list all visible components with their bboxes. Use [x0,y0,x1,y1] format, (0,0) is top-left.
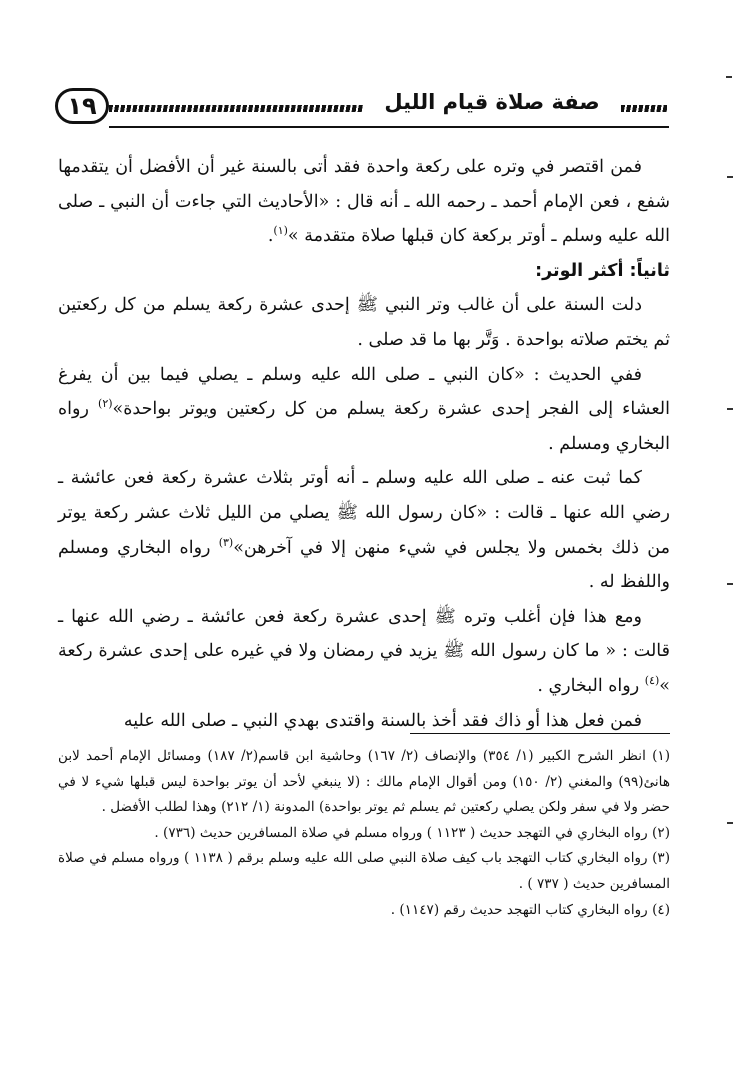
footnote-ref: (٣) [218,535,234,549]
paragraph-text: رواه البخاري ومسلم واللفظ له . [58,537,670,593]
margin-mark [727,408,733,410]
header-title: صفة صلاة قيام الليل [384,90,600,114]
paragraph-text: كما ثبت عنه ـ صلى الله عليه وسلم ـ أنه أوتر بثلاث عشرة ركعة فعن عائشة ـ رضي الله عنها ـ قالت : «كان رسول الله ﷺ يصلي من الليل ثلاث عشر ركعة يوتر من ذلك بخمس ولا يجلس في شيء منهن إلا في آخرهن» [58,468,670,558]
header-underline [109,126,669,128]
paragraph-text: ومع هذا فإن أغلب وتره ﷺ إحدى عشرة ركعة فعن عائشة ـ رضي الله عنها ـ قالت : « ما كان رسول الله ﷺ يزيد في رمضان ولا في غيره على إحدى عشرة ركعة » [58,606,670,696]
paragraph-text: فمن اقتصر في وتره على ركعة واحدة فقد أتى بالسنة غير أن الأفضل أن يتقدمها شفع ، فعن الإمام أحمد ـ رحمه الله ـ أنه قال : «الأحاديث التي جاءت أن النبي ـ صلى الله عليه وسلم ـ أوتر بركعة كان قبلها صلاة متقدمة » [58,157,670,247]
paragraph [58,461,670,599]
paragraph-text: رواه البخاري ومسلم . [58,399,670,454]
footnote: (٣) رواه البخاري كتاب التهجد باب كيف صلاة النبي صلى الله عليه وسلم برقم ( ١١٣٨ ) ورواه مسلم في صلاة المسافرين حديث ( ٧٣٧ ) . [58,850,671,892]
section-heading: ثانياً: أكثر الوتر: [535,260,670,281]
margin-mark [726,76,732,78]
margin-mark [727,822,733,824]
paragraph [58,358,670,462]
footnote-ref: (١) [273,224,288,238]
paragraph-text: رواه البخاري . [537,675,645,696]
footnote: (٤) رواه البخاري كتاب التهجد حديث رقم (١١٤٧) . [390,901,670,918]
footnote-ref: (٤) [644,674,660,688]
running-header [55,86,680,130]
header-ornament-rule-right [621,105,667,112]
header-ornament-rule-left [109,105,363,112]
main-text [58,150,670,738]
paragraph-text: ففي الحديث : «كان النبي ـ صلى الله عليه وسلم ـ يصلي فيما بين أن يفرغ العشاء إلى الفجر إحدى عشرة ركعة يسلم من كل ركعتين ويوتر بواحدة» [58,364,670,420]
footnote: (٢) رواه البخاري في التهجد حديث ( ١١٢٣ ) ورواه مسلم في صلاة المسافرين حديث (٧٣٦) . [154,824,670,841]
paragraph [58,600,670,704]
paragraph: فمن فعل هذا أو ذاك فقد أخذ بالسنة واقتدى بهدي النبي ـ صلى الله عليه [123,710,642,731]
margin-mark [727,176,733,178]
paragraph [58,150,670,254]
footnote: (١) انظر الشرح الكبير (١/ ٣٥٤) والإنصاف (٢/ ١٦٧) وحاشية ابن قاسم(٢/ ١٨٧) ومسائل الإمام أحمد لابن هانئ(٩٩) والمغني (٢/ ١٥٠) ومن أقوال الإمام مالك : (لا ينبغي لأحد أن يوتر بواحدة ليس قبلها شيء لا في حضر ولا في سفر ولكن يصلي ركعتين ثم يسلم ثم يوتر بواحدة) المدونة (١/ ٢١٢) وهذا لطلب الأفضل . [58,748,671,816]
footnotes [58,744,670,923]
paragraph: دلت السنة على أن غالب وتر النبي ﷺ إحدى عشرة ركعة يسلم من كل ركعتين ثم يختم صلاته بواحدة . وَتَّر بها ما قد صلى . [58,295,670,350]
margin-mark [727,583,733,585]
footnote-ref: (٢) [98,397,113,411]
paragraph-text: . [267,226,274,247]
page-number: ١٩ [55,88,109,124]
footnote-separator [410,733,670,734]
